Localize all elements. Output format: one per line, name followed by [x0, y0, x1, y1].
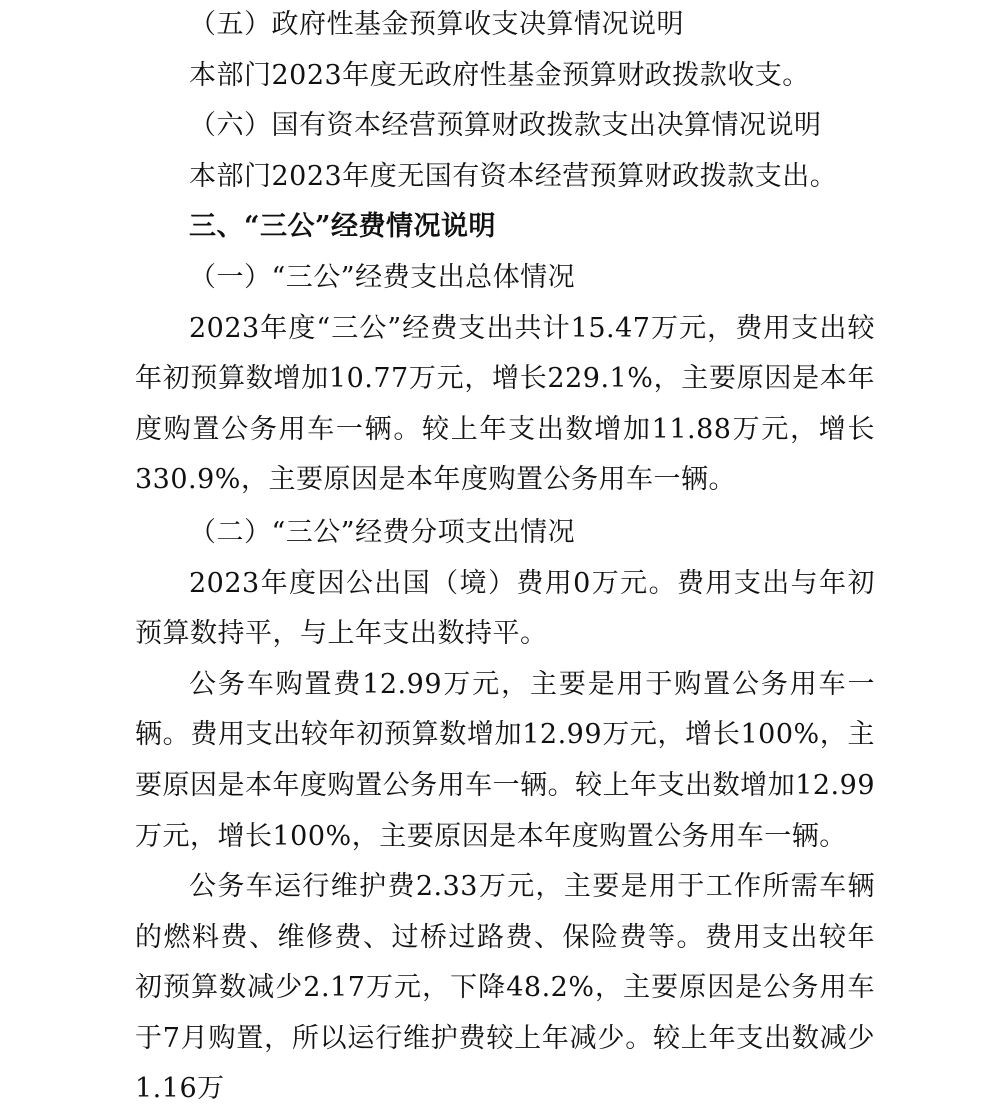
paragraph-state-capital: 本部门2023年度无国有资本经营预算财政拨款支出。: [189, 160, 838, 192]
document-page: [135, 0, 875, 1115]
subheading-itemized-expenditure: （二）“三公”经费分项支出情况: [189, 516, 576, 548]
paragraph-vehicle-maintenance: 公务车运行维护费2.33万元，主要是用于工作所需车辆的燃料费、维修费、过桥过路费、保险费等。费用支出较年初预算数减少2.17万元，下降48.2%，主要原因是公务用车于7月购置，所以运行维护费较上年减少。较上年支出数减少1.16万: [135, 871, 875, 1105]
paragraph-overseas-travel: 2023年度因公出国（境）费用0万元。费用支出与年初预算数持平，与上年支出数持平。: [135, 567, 875, 650]
section-heading-three-public: 三、“三公”经费情况说明: [189, 211, 497, 243]
subheading-overall-expenditure: （一）“三公”经费支出总体情况: [189, 261, 576, 293]
paragraph-vehicle-purchase: 公务车购置费12.99万元，主要是用于购置公务用车一辆。费用支出较年初预算数增加12.99万元，增长100%，主要原因是本年度购置公务用车一辆。较上年支出数增加12.99万元，增长100%，主要原因是本年度购置公务用车一辆。: [135, 668, 875, 852]
subheading-government-fund: （五）政府性基金预算收支决算情况说明: [189, 9, 684, 40]
paragraph-government-fund: 本部门2023年度无政府性基金预算财政拨款收支。: [189, 59, 810, 91]
subheading-state-capital: （六）国有资本经营预算财政拨款支出决算情况说明: [189, 110, 822, 142]
paragraph-overall-expenditure: 2023年度“三公”经费支出共计15.47万元，费用支出较年初预算数增加10.77万元，增长229.1%，主要原因是本年度购置公务用车一辆。较上年支出数增加11.88万元，增长330.9%，主要原因是本年度购置公务用车一辆。: [135, 312, 875, 496]
